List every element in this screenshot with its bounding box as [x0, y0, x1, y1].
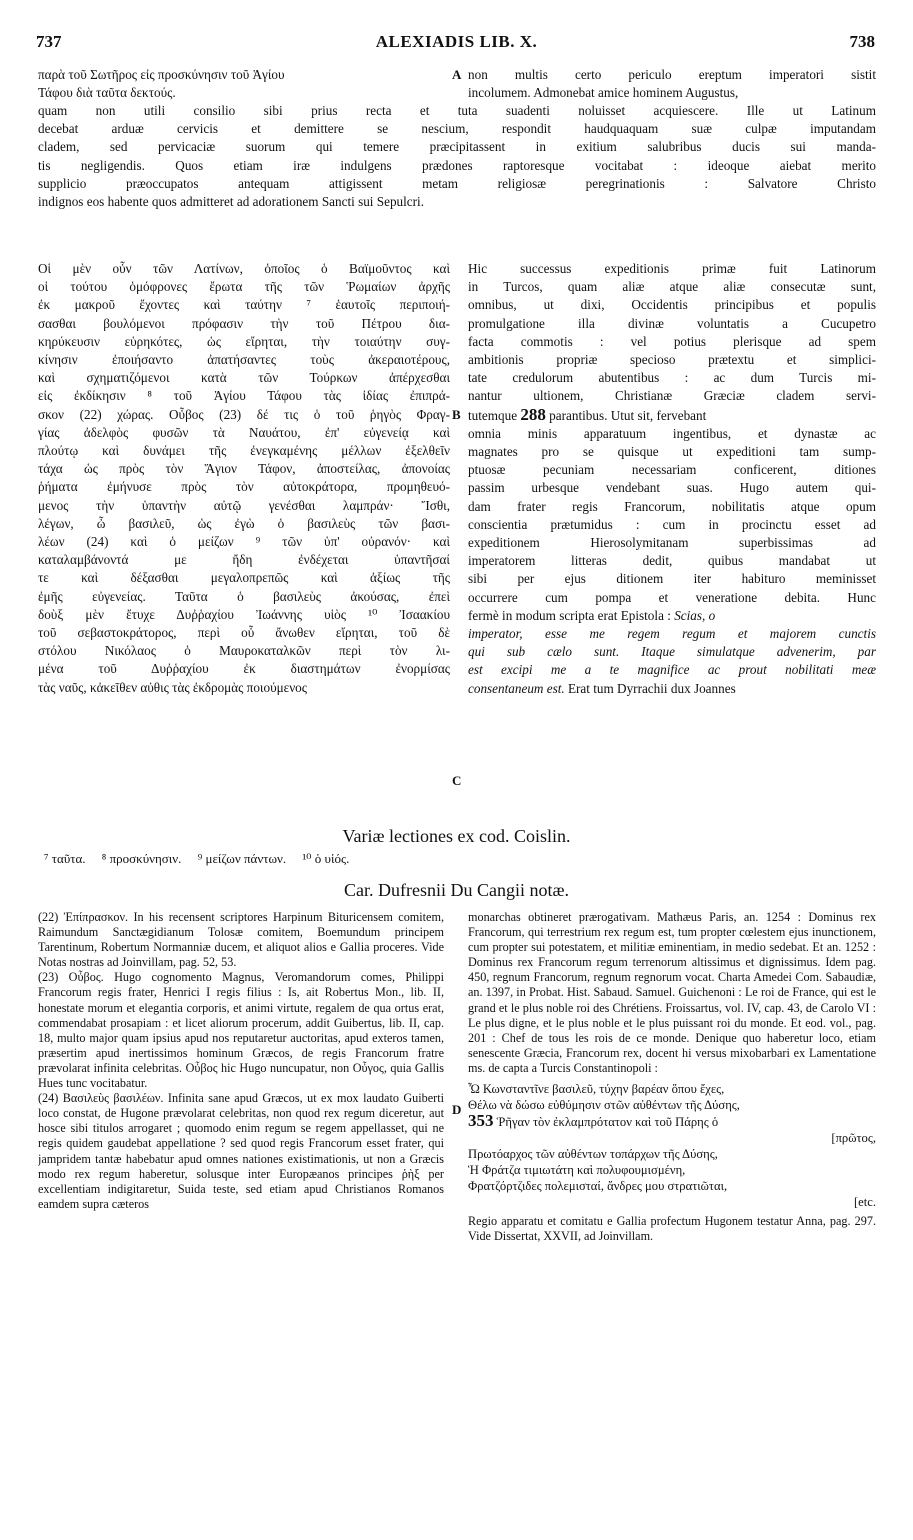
bold-page-number: 288 [520, 405, 546, 424]
verse-line: Θέλω νὰ δώσω εὐθύμησιν στῶν αὐθέντων τῆς Δύσης, [468, 1098, 740, 1113]
text-line: τὰς ναῦς, κἀκεῖθεν αὐθις τὰς ἐκδρομὰς ποιούμενος [38, 679, 307, 695]
note-24: (24) Βασιλεὺς βασιλέων. Infinita sane apud Græcos, ut ex mox laudato Guiberti loco constat, de Hugone prævolarat celebritas, non quod rex regum diceretur, aut hosce sibi titulos arrogaret ; quomodo enim regum se regem appellasset, qui ne regis quidem gaudebat appellatione ? sed quod regis Francorum esset frater, qui jampridem tantæ habebatur apud omnes nationes existimationis, ut non a Græcis modo rex regum haberetur, solusque inter Europæanos principes ῥὴξ per excellentiam indigitaretur, Suida teste, sed etiam apud Christianos Romanos eamdem supra cæteros [38, 1091, 444, 1211]
text-line: σασθαι βουλόμενοι πρόφασιν τὴν τοῦ Πέτρου δια- [38, 315, 450, 331]
italic-span: Scias, o [674, 607, 716, 623]
text-line [468, 406, 876, 425]
text-line: τοῦ σεβαστοκράτορος, περὶ οὗ ἄνωθεν εἴρηται, τοῦ δὲ [38, 625, 450, 641]
verse-text: Ῥῆγαν τὸν ἐκλαμπρότατον καὶ τοῦ Πάρης ὁ [496, 1115, 719, 1130]
text-line: omnibus, ut dixi, Occidentis principibus et populis [468, 297, 876, 313]
variae-list [44, 851, 684, 867]
latin-column [468, 260, 876, 698]
running-title: ALEXIADIS LIB. X. [375, 32, 538, 51]
note-23: (23) Οὖβος. Hugo cognomento Magnus, Veromandorum comes, Philippi Francorum regis frater, Henrici I regis filius : Is, ait Robertus Mon., lib. II, honestate morum et elegantia corporis, et animi virtute, regalem de qua ortus erat, commendabat prosapiam : et licet aliorum procerum, addit Guibertus, lib. II, cap. 18, multo major quam ipsius apud nos reputaretur auctoritas, apud exteros tamen, præsertim apud inertissimos hominum Græcos, de regis Francorum fratre prævolarat infinita celebritas. Οὖβος hic Hugo nuncupatur, non Οὖγος, quia Gallis Hues tunc vocitabatur. [38, 970, 444, 1091]
text-line: conscientia prætumidus : cum in procinctu esset ad [468, 516, 876, 532]
greek-verse [468, 1081, 876, 1210]
text-line: sibi per ejus ditionem iter habituro meminisset [468, 571, 876, 587]
italic-span: est excipi me a te magnifice ac prout nobilitati meæ [468, 662, 876, 678]
text-line: σκον (22) χώρας. Οὖβος (23) δέ τις ὁ τοῦ ῥηγὸς Φραγ- [38, 406, 450, 422]
verse-line: [etc. [853, 1195, 876, 1210]
text-span: tutemque [468, 407, 518, 423]
text-line: κίνησιν ἐποιήσαντο ἀπατήσαντες τοὺς ἀκεραιοτέρους, [38, 352, 450, 368]
notes-left-column [38, 910, 444, 1510]
italic-span: imperator, esse me regem regum et majorem cunctis [468, 626, 876, 642]
margin-letter-c: C [452, 773, 462, 788]
variant-item: ⁸ προσκύνησιν. [101, 851, 182, 866]
text-line: promulgatione illa divinæ voluntatis a Cucupetro [468, 315, 876, 331]
notes-right-column [468, 910, 876, 1510]
text-line: ῥήματα ἐμήνυσε πρὸς τὸν αὐτοκράτορα, προμηθευό- [38, 479, 450, 495]
verse-line: Ὦ Κωνσταντῖνε βασιλεῦ, τύχην βαρέαν ὅπου ἔχες, [468, 1082, 725, 1097]
text-line: in Turcos, quam aliæ atque aliæ consecutæ sunt, [468, 279, 876, 295]
text-line: οἱ τούτου ὁμόφρονες ἔρωτα τῆς τῶν Ῥωμαίων ἀρχῆς [38, 279, 450, 295]
text-line [468, 625, 876, 643]
running-header [0, 32, 913, 56]
text-line: facta commotis : vel potius plerisque ad spem [468, 333, 876, 349]
greek-column [38, 260, 450, 697]
margin-letter-a: A [452, 67, 462, 82]
text-line: decebat arduæ cervicis et demittere se nescium, respondit haudquaquam suæ culpæ imputandam [38, 121, 876, 137]
latin-intro [468, 66, 876, 102]
margin-letter-b: B [452, 407, 461, 422]
text-line: στόλου Νικόλαος ὁ Μαυροκαταλκῶν περὶ τὸν λι- [38, 643, 450, 659]
text-line [468, 680, 876, 698]
text-line: tate credulorum abutentibus : ac dum Turcis mi- [468, 370, 876, 386]
text-line: τε καὶ δέξασθαι μεγαλοπρεπῶς καὶ ἀξίως τῆς [38, 570, 450, 586]
text-line: παρὰ τοῦ Σωτῆρος εἰς προσκύνησιν τοῦ Ἁγίου [38, 67, 285, 82]
text-line: nantur ultionem, Christianæ Græciæ cladem servi- [468, 388, 876, 404]
page-number-left: 737 [36, 32, 62, 51]
verse-line: Φρατζόρτζιδες πολεμισταί, ἄνδρες μου στρατιῶται, [468, 1179, 728, 1194]
text-line: Τάφου διὰ ταῦτα δεκτούς. [38, 85, 176, 101]
text-line [468, 643, 876, 661]
text-line: Hic successus expeditionis primæ fuit Latinorum [468, 261, 876, 276]
bold-page-number: 353 [468, 1111, 494, 1131]
variant-item: ⁷ ταῦτα. [44, 851, 86, 866]
italic-span: qui sub cælo sunt. Itaque simulatque advenerim, par [468, 644, 876, 660]
variant-item: ⁹ μείζων πάντων. [197, 851, 287, 866]
text-line: indignos eos habente quos admitteret ad adorationem Sancti sui Sepulcri. [38, 194, 425, 210]
text-line: non multis certo periculo ereptum imperatori sistit [468, 67, 876, 82]
text-line: ἐμῆς εὐγενείας. Ταῦτα ὁ βασιλεὺς ἀκούσας, ἐπεὶ [38, 588, 450, 604]
text-line: λέων (24) καὶ ὁ μείζων ⁹ τῶν ὑπ' οὐρανόν· καὶ [38, 534, 450, 550]
notes-heading: Car. Dufresnii Du Cangii notæ. [344, 880, 569, 900]
italic-span: consentaneum est. [468, 680, 565, 696]
text-line: magnates pro se quisque ut expeditioni tam sump- [468, 444, 876, 460]
text-span: fermè in modum scripta erat Epistola : [468, 607, 671, 623]
greek-intro [38, 66, 450, 102]
text-line [468, 607, 876, 625]
text-line: passim urbesque vendebant suas. Hugo autem qui- [468, 480, 876, 496]
text-line: κηρύκευσιν εὑρηκότες, ὡς εἴρηται, τὴν τοιαύτην συγ- [38, 333, 450, 349]
text-line: incolumem. Admonebat amice hominem Augustus, [468, 85, 739, 101]
note-continuation: monarchas obtineret prærogativam. Mathæus Paris, an. 1254 : Dominus rex Francorum, qui terrestrium rex regum est, tum propter cœlestem ejus inunctionem, cum propter sui potestatem, et militiæ eminentiam, in medio sedebat. Et an. 1252 : Dominus rex Francorum regum terrenorum altissimus et dignissimus. Idem pag. 450, regnum Francorum, regnum regnorum vocat. Charta Amedei Com. Sabaudiæ, an. 1397, in Probat. Hist. Sabaud. Samuel. Guichenoni : Le roi de France, qui est le grand et le plus noble roi des Chrétiens. Froissartus, vol. IV, cap. 43, de Carolo VI : Le plus digne, et le plus noble et le plus puissant roi du monde. Et eod. vol., pag. 201 : Chef de tous les rois de ce monde. Denique quo haberetur loco, etiam senescente Græcia, Francorum rex, docent hi versus mixobarbari ex Lamentatione ms. de capta a Turcis Constantinopoli : [468, 910, 876, 1075]
text-line: dam frater regis Francorum, nobilitatis atque opum [468, 498, 876, 514]
text-line: γίας ἀδελφὸς φυσῶν τὰ Ναυάτου, ἐπ' εὐγενείᾳ καὶ [38, 424, 450, 440]
text-line: expeditionem Hierosolymitanam superbissimas ad [468, 535, 876, 551]
text-line: quam non utili consilio sibi prius recta et tuta suadenti noluisset acquiescere. Ille ut Latinum [38, 103, 876, 118]
verse-line: [πρῶτος, [831, 1131, 876, 1146]
text-line: ἐκ μακροῦ ἔχοντες καὶ ταύτην ⁷ ἑαυτοῖς περιποιή- [38, 297, 450, 313]
text-span: parantibus. Utut sit, fervebant [549, 407, 707, 423]
text-line: Οἱ μὲν οὖν τῶν Λατίνων, ὁποῖος ὁ Βαϊμοῦντος καὶ [38, 261, 450, 276]
text-line: ptuosæ pecuniam necessariam conficerent, ditiones [468, 462, 876, 478]
text-line [468, 661, 876, 679]
text-line: supplicio præoccupatos antequam attigissent metam religiosæ peregrinationis : Salvatore Christo [38, 175, 876, 191]
verse-line: Ἡ Φράτζα τιμιωτάτη καὶ πολυφουμισμένη, [468, 1163, 686, 1178]
latin-full-width [38, 102, 876, 211]
text-line: cladem, sed pervicaciæ suorum qui temere præcipitassent in exitium salubribus ducis sui manda- [38, 139, 876, 155]
verse-line [468, 1113, 876, 1130]
verse-line: Πρωτόαρχος τῶν αὐθέντων τοπάρχων τῆς Δύσης, [468, 1147, 718, 1162]
text-line: μενος τὴν ὑπαντὴν αὐτῷ γενέσθαι λαμπράν· Ἴσθι, [38, 497, 450, 513]
text-line: λέγων, ὦ βασιλεῦ, ὡς ἐγὼ ὁ βασιλεὺς τῶν βασι- [38, 515, 450, 531]
text-line: καὶ σχηματιζόμενοι κατὰ τῶν Τούρκων ἀπέρχεσθαι [38, 370, 450, 386]
text-line: μένα τοῦ Δυῤῥαχίου ἐκ διαστημάτων ἐνορμίσας [38, 661, 450, 677]
text-span: Erat tum Dyrrachii dux Joannes [567, 680, 736, 696]
text-line: imperatorem litteras dedit, quibus mandabat ut [468, 553, 876, 569]
text-line: εἰς ἐκδίκησιν ⁸ τοῦ Ἁγίου Τάφου τὰς ἰδίας ἐπιπρά- [38, 388, 450, 404]
page-number-right: 738 [849, 32, 875, 51]
note-22: (22) Ἐπίπρασκον. In his recensent scriptores Harpinum Bituricensem comitem, Raimundum Sanctægidianum Tolosæ comitem, Boemundum principem Tarentinum, Robertum Normanniæ ducem, et aliquot alios e Gallia proceres. Vide Notas nostras ad Joinvillam, pag. 52, 53. [38, 910, 444, 970]
closing-note: Regio apparatu et comitatu e Gallia profectum Hugonem testatur Anna, pag. 297. Vide Dissertat, XXVII, ad Joinvillam. [468, 1214, 876, 1244]
text-line: ambitionis propriæ specioso prætextu et simplici- [468, 352, 876, 368]
text-line: omnia minis apparatuum ingentibus, et dynastæ ac [468, 425, 876, 441]
margin-letter-d: D [452, 1102, 462, 1117]
variant-item: ¹⁰ ὁ υἱός. [302, 851, 350, 866]
variae-heading: Variæ lectiones ex cod. Coislin. [342, 826, 571, 846]
text-line: occurrere cum pompa et veneratione debita. Hunc [468, 589, 876, 605]
text-line: πλούτῳ καὶ δυνάμει τῆς ἐνεγκαμένης μέλλων ἐξελθεῖν [38, 443, 450, 459]
text-line: τάχα ὡς πρὸς τὸν Ἅγιον Τάφον, ἀποστείλας, ἀπονοίας [38, 461, 450, 477]
text-line: καταλαμβάνοντά με ἤδη ἐνδέχεται ὑπαντῆσαί [38, 552, 450, 568]
text-line: tis negligendis. Quos etiam iræ indulgens prædones raptoresque vocitabat : ideoque aiebat merito [38, 157, 876, 173]
text-line: δοὺξ μὲν ἔτυχε Δυῤῥαχίου Ἰωάννης υἱὸς ¹⁰ Ἰσαακίου [38, 606, 450, 622]
